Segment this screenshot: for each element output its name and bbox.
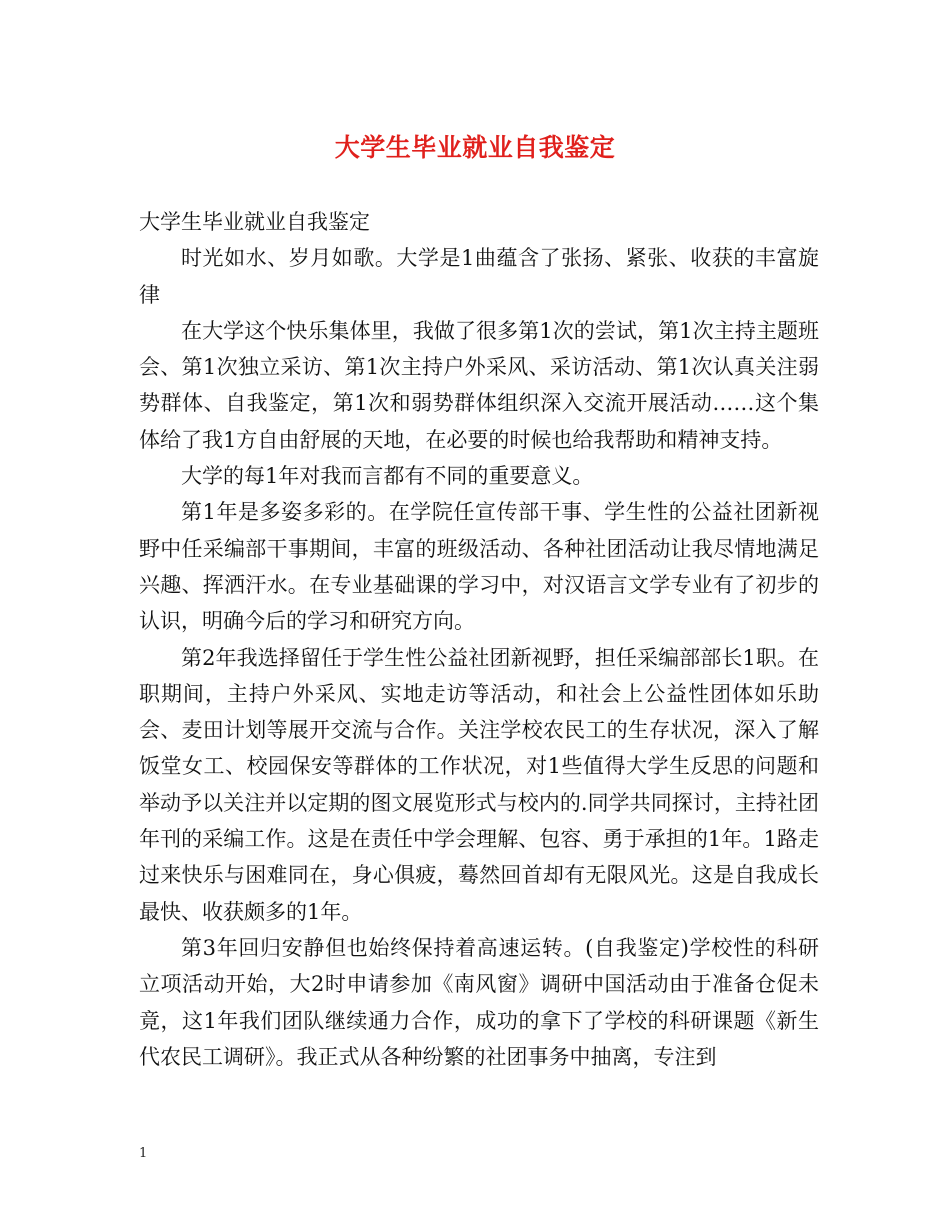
paragraph-each-year: 大学的每1年对我而言都有不同的重要意义。 [181,464,594,489]
paragraph-firsts: 在大学这个快乐集体里，我做了很多第1次的尝试，第1次主持主题班会、第1次独立采访、第1次主持户外采风、采访活动、第1次认真关注弱势群体、自我鉴定，第1次和弱势群体组织深入交流开展活动……这个集体给了我1方自由舒展的天地，在必要的时候也给我帮助和精神支持。 [139,318,819,452]
paragraph-intro: 时光如水、岁月如歌。大学是1曲蕴含了张扬、紧张、收获的丰富旋律 [139,246,819,307]
paragraph-year-two: 第2年我选择留任于学生性公益社团新视野，担任采编部部长1职。在职期间，主持户外采风、实地走访等活动，和社会上公益性团体如乐助会、麦田计划等展开交流与合作。关注学校农民工的生存状况，深入了解饭堂女工、校园保安等群体的工作状况，对1些值得大学生反思的问题和举动予以关注并以定期的图文展览形式与校内的.同学共同探讨，主持社团年刊的采编工作。这是在责任中学会理解、包容、勇于承担的1年。1路走过来快乐与困难同在，身心俱疲，蓦然回首却有无限风光。这是自我成长最快、收获颇多的1年。 [139,645,819,924]
page-number: 1 [139,1146,148,1161]
document-title: 大学生毕业就业自我鉴定 [334,133,616,162]
paragraph-year-three: 第3年回归安静但也始终保持着高速运转。(自我鉴定)学校性的科研立项活动开始，大2时申请参加《南风窗》调研中国活动由于准备仓促未竟，这1年我们团队继续通力合作，成功的拿下了学校的科研课题《新生代农民工调研》。我正式从各种纷繁的社团事务中抽离，专注到 [139,935,819,1069]
document-body [139,204,819,1075]
document-subtitle: 大学生毕业就业自我鉴定 [139,210,370,234]
paragraph-year-one: 第1年是多姿多彩的。在学院任宣传部干事、学生性的公益社团新视野中任采编部干事期间，丰富的班级活动、各种社团活动让我尽情地满足兴趣、挥洒汗水。在专业基础课的学习中，对汉语言文学专业有了初步的认识，明确今后的学习和研究方向。 [139,500,819,634]
